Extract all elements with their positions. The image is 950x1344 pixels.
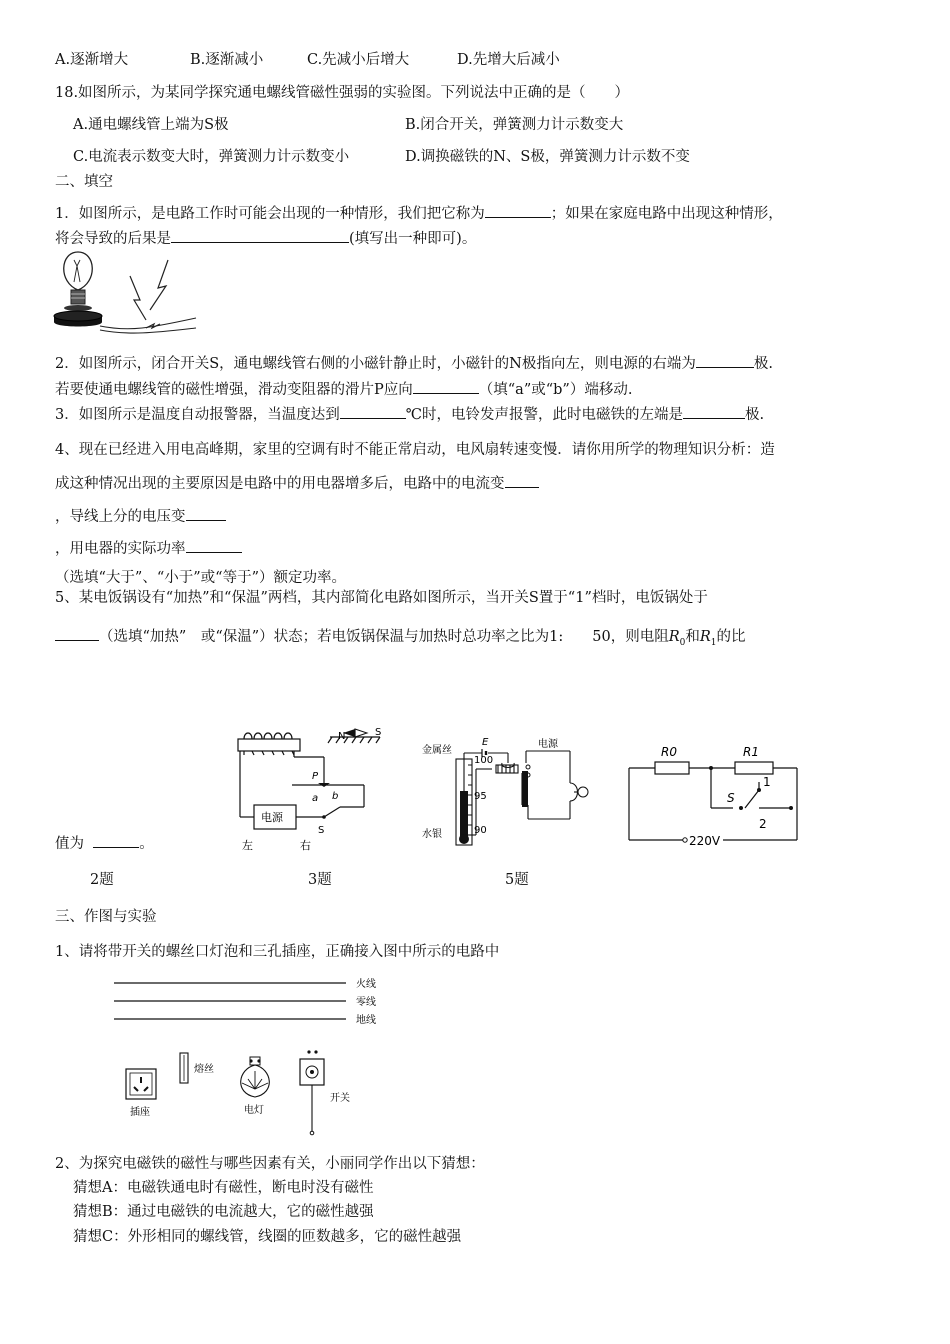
- fill5-blank1[interactable]: [55, 626, 99, 641]
- q18-option-c: C.电流表示数变大时，弹簧测力计示数变小: [73, 149, 350, 165]
- fig2-s-label: S: [375, 727, 382, 738]
- q18-option-a: A.通电螺线管上端为S极: [73, 117, 229, 133]
- fill5-r1: R: [699, 629, 711, 645]
- q17-option-d: D.先增大后减小: [457, 52, 560, 68]
- fig3-power-label: 电源: [538, 739, 558, 750]
- section-2-heading: 二、填空: [55, 174, 113, 190]
- fig2-p-label: P: [312, 771, 319, 782]
- switch-label: 开关: [330, 1093, 350, 1104]
- switch-icon: [300, 1050, 324, 1134]
- fill5-line3-text: 值为: [55, 836, 84, 852]
- fill5-and: 和: [685, 629, 700, 645]
- light-bulb-icon: [54, 252, 102, 327]
- draw1-text: 1、请将带开关的螺丝口灯泡和三孔插座，正确接入图中所示的电路中: [55, 944, 500, 960]
- fig3-e-label: E: [482, 737, 489, 748]
- figure-2-solenoid: [230, 725, 390, 855]
- socket-label: 插座: [130, 1107, 150, 1118]
- fill1-blank2[interactable]: [171, 228, 349, 243]
- fig3-wire-label: 金属丝: [422, 745, 452, 756]
- fill2-line1b: 极.: [753, 356, 773, 372]
- fill5-r0: R: [668, 629, 680, 645]
- fill3-c: 极.: [744, 407, 765, 423]
- mercury-column: [460, 791, 468, 839]
- fill2-line1: [55, 353, 773, 374]
- fill2-line2: [55, 379, 632, 400]
- fill5-line1: 5、某电饭锅设有“加热”和“保温”两档，其内部简化电路如图所示，当开关S置于“1”档时，电饭锅处于: [55, 590, 708, 606]
- section-3-heading: 三、作图与实验: [55, 909, 157, 925]
- q18-option-d: D.调换磁铁的N、S极，弹簧测力计示数不变: [405, 149, 690, 165]
- fill4-line2: [55, 473, 539, 494]
- fig2-b-label: b: [332, 791, 339, 802]
- fill3-b: ℃时，电铃发声报警，此时电磁铁的左端是: [405, 407, 683, 423]
- fill5-r0-sub: 0: [679, 637, 686, 648]
- fill5-line2: [55, 626, 746, 653]
- lamp-icon: [241, 1057, 270, 1097]
- fill1-line2b: (填写出一种即可)。: [349, 231, 477, 247]
- fill3-blank1[interactable]: [340, 404, 406, 419]
- fig5-r1-label: R1: [743, 745, 759, 759]
- fill1-line2a: 将会导致的后果是: [55, 231, 171, 247]
- bell-icon: [578, 787, 588, 797]
- fig3-tick-95: 95: [474, 791, 487, 802]
- figure-3-caption: 3题: [308, 872, 332, 888]
- q18-option-b: B.闭合开关，弹簧测力计示数变大: [405, 117, 624, 133]
- figure-5-caption: 5题: [505, 872, 529, 888]
- fill4-line4-text: ，用电器的实际功率: [55, 541, 186, 557]
- fill2-line2b: （填“a”或“b”）端移动.: [478, 382, 633, 398]
- q18-stem: 18.如图所示，为某同学探究通电螺线管磁性强弱的实验图。下列说法中正确的是（ ）: [55, 85, 630, 101]
- fig5-pos2-label: 2: [759, 817, 767, 831]
- fill4-blank3[interactable]: [186, 538, 242, 553]
- fill5-line3: [55, 833, 154, 854]
- fig3-tick-100: 100: [474, 755, 494, 766]
- figure-3-temperature-alarm: [420, 737, 600, 855]
- fill4-blank2[interactable]: [186, 506, 226, 521]
- fill3-blank2[interactable]: [683, 404, 745, 419]
- fill4-line4: [55, 538, 242, 559]
- q17-option-a: A.逐渐增大: [55, 52, 129, 68]
- fig2-switch-label: S: [318, 825, 325, 836]
- fuse-label: 熔丝: [194, 1064, 214, 1075]
- fill5-line2a: （选填“加热” 或“保温”）状态；若电饭锅保温与加热时总功率之比为1: 50，则电阻: [99, 629, 669, 645]
- fill5-line2b: 的比: [716, 629, 746, 645]
- fill4-line3-text: ，导线上分的电压变: [55, 509, 186, 525]
- fill2-blank2[interactable]: [413, 379, 479, 394]
- fill5-blank2[interactable]: [93, 833, 139, 848]
- fill4-line3: [55, 506, 226, 527]
- fig2-right-label: 右: [300, 839, 311, 852]
- fill2-blank1[interactable]: [696, 353, 754, 368]
- ground-wire-label: 地线: [356, 1015, 376, 1026]
- fill1-line2: [55, 228, 476, 249]
- fill4-line5: （选填“大于”、“小于”或“等于”）额定功率。: [55, 570, 346, 586]
- fig3-mercury-label: 水银: [422, 829, 442, 840]
- fill1-line1a: 1．如图所示，是电路工作时可能会出现的一种情形，我们把它称为: [55, 206, 485, 222]
- fill5-line3-end: 。: [139, 836, 154, 852]
- fill1-blank1[interactable]: [485, 203, 551, 218]
- fill3-a: 3．如图所示是温度自动报警器，当温度达到: [55, 407, 340, 423]
- fig5-s-label: S: [727, 791, 735, 805]
- fig3-tick-90: 90: [474, 825, 487, 836]
- figure-5-rice-cooker-circuit: [625, 742, 805, 852]
- fill1-line1b: ；如果在家庭电路中出现这种情形，: [550, 206, 783, 222]
- draw2-guess-c: 猜想C：外形相同的螺线管，线圈的匝数越多，它的磁性越强: [73, 1229, 462, 1245]
- household-wiring-figure: [110, 975, 400, 1140]
- q17-option-b: B.逐渐减小: [190, 52, 264, 68]
- draw2-guess-b: 猜想B：通过电磁铁的电流越大，它的磁性越强: [73, 1204, 374, 1220]
- fig2-a-label: a: [312, 793, 319, 804]
- q17-option-c: C.先减小后增大: [307, 52, 410, 68]
- fill5-r1-sub: 1: [710, 637, 717, 648]
- fill3-line: [55, 404, 764, 425]
- fill1-line1: [55, 203, 783, 224]
- draw2-text: 2、为探究电磁铁的磁性与哪些因素有关，小丽同学作出以下猜想：: [55, 1156, 485, 1172]
- fig2-n-label: N: [338, 731, 346, 742]
- fig2-power-label: 电源: [261, 811, 283, 824]
- fig2-left-label: 左: [242, 839, 253, 852]
- neutral-wire-label: 零线: [356, 997, 376, 1008]
- fig5-pos1-label: 1: [763, 775, 771, 789]
- socket-icon: [126, 1069, 156, 1099]
- fill4-line1: 4、现在已经进入用电高峰期，家里的空调有时不能正常启动，电风扇转速变慢．请你用所学的物理知识分析：造: [55, 442, 775, 458]
- fig5-voltage-label: 220V: [689, 834, 721, 848]
- fill4-line2-text: 成这种情况出现的主要原因是电路中的用电器增多后，电路中的电流变: [55, 476, 505, 492]
- live-wire-label: 火线: [356, 979, 376, 990]
- lamp-label: 电灯: [244, 1105, 264, 1116]
- fill2-line2a: 若要使通电螺线管的磁性增强，滑动变阻器的滑片P应向: [55, 382, 413, 398]
- fig5-r0-label: R0: [661, 745, 677, 759]
- figure-2-caption: 2题: [90, 872, 114, 888]
- draw2-guess-a: 猜想A：电磁铁通电时有磁性，断电时没有磁性: [73, 1180, 374, 1196]
- spark-icon: [150, 260, 168, 310]
- fill4-blank1[interactable]: [505, 473, 539, 488]
- short-circuit-figure: [50, 248, 200, 340]
- fuse-icon: [180, 1053, 188, 1083]
- fill2-line1a: 2．如图所示，闭合开关S，通电螺线管右侧的小磁针静止时，小磁针的N极指向左，则电源的右端为: [55, 356, 696, 372]
